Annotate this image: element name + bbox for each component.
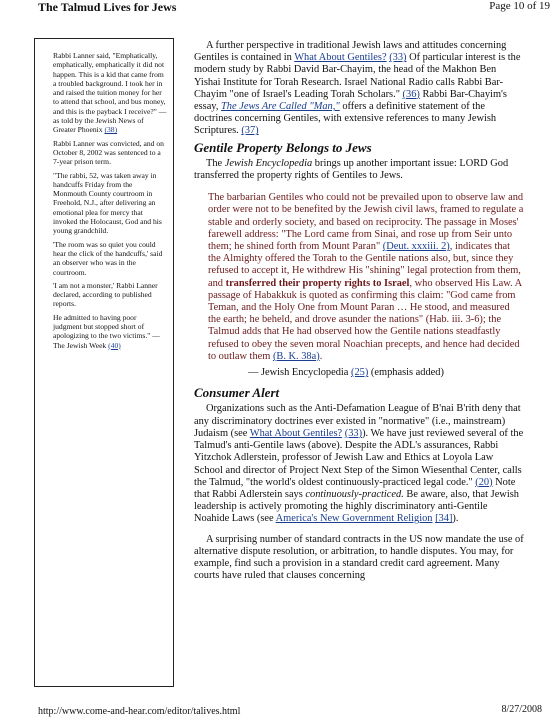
citation-link[interactable]: [34] [435,513,453,525]
body-text: A further perspective in traditional Jewish laws and attitudes concerning Gentiles is contained in [194,40,507,64]
what-about-gentiles-link[interactable]: What About Gentiles? [249,427,343,439]
government-religion-link[interactable]: America's New Government Religion [275,513,433,525]
body-text: Be aware, also, that Jewish leadership is actively promoting the highly discriminatory anti-Gentile Noahide Laws (see [194,488,519,525]
citation-link[interactable]: (37) [241,125,259,137]
citation-link[interactable]: (25) [351,367,369,379]
page-number: Page 10 of 19 [489,0,550,12]
page-url: http://www.come-and-hear.com/editor/talives.html [38,706,241,717]
body-text: ). [452,513,459,525]
body-paragraph [194,403,524,525]
quote-text: , who observed His Law. A passage of Habakkuk is quoted as confirming this claim: "God came from Teman, and the Holy One from Mount Paran … He stood, and measured the earth; he beheld, and drove asunder the nations" (Hab. iii. 3-6); the Talmud adds that He had observed how the Gentile nations steadfastly refused to obey the seven moral Noachian precepts, and hence had decided to outlaw them [208,277,522,362]
scripture-link[interactable]: (Deut. xxxiii. 2) [382,241,450,253]
block-quote [208,192,524,379]
jews-are-called-man-link[interactable]: The Jews Are Called "Man," [221,101,340,113]
body-paragraph: A surprising number of standard contracts in the US now mandate the use of alternative dispute resolution, or arbitration, to handle disputes. You may, for example, find such a provision in a standard credit card agreement. Many courts have ruled that clauses concerning [194,533,524,582]
what-about-gentiles-link[interactable]: What About Gentiles? [294,52,387,64]
quote-text: , indicates that the Almighty offered the Torah to the Gentile nations also, but, since they refused to accept it, He withdrew His "shining" legal protection from them, and [208,241,521,289]
source-text: (emphasis added) [368,367,444,379]
sidebar-text: Rabbi Lanner said, "Emphatically, emphatically, emphatically it did not happen. This is a kid that came from a troubled background. I took her in and raised the tuition money for her to attend that school, and bus money, and this is the payback I receive?" — as told by the Jewish News of Greater Phoenix [53,51,167,135]
body-paragraph [194,158,524,182]
sidebar-paragraph: Rabbi Lanner was convicted, and on October 8, 2002 was sentenced to a 7-year prison term. [53,138,164,167]
body-paragraph [194,40,524,138]
body-text: Organizations such as the Anti-Defamation League of B'nai B'rith deny that any discriminatory doctrines ever existed in "normative" (i.e., mainstream) Judaism (see [194,403,521,439]
body-text: offers a definitive statement of the doctrines concerning Gentiles, with extensive references to many Jewish Scriptures. [194,101,497,137]
sidebar-paragraph: 'The room was so quiet you could hear the click of the handcuffs,' said an observer who was in the courtroom. [53,239,163,277]
citation-link[interactable]: (20) [475,476,493,488]
main-content [194,40,524,582]
italic-text: continuously-practiced. [305,488,404,500]
italic-text: Jewish Encyclopedia [224,157,313,169]
body-text: Of particular interest is the modern study by Rabbi David Bar-Chayim, the head of the Makhon Ben Yishai Institute for Torah Research. Israel National Radio calls Rabbi Bar-Chayim "one of Israel's Leading Torah Scholars." [194,52,521,100]
source-text: — Jewish Encyclopedia [248,367,352,379]
sidebar-text: He admitted to having poor judgment but stopped short of apologizing to the two victims." — The Jewish Week [53,312,160,350]
quote-source [248,367,524,379]
document-title: The Talmud Lives for Jews [38,0,177,14]
quote-text: . [319,350,323,362]
citation-link[interactable]: (33) [344,427,363,439]
sidebar-paragraph [53,51,167,135]
section-heading: Consumer Alert [194,385,280,401]
body-text: Note that Rabbi Adlerstein says [194,476,516,500]
sidebar-paragraph [53,313,167,350]
quote-paragraph [208,192,524,363]
citation-link[interactable]: (38) [104,125,118,135]
body-text: The [206,157,225,169]
sidebar-paragraph: 'I am not a monster,' Rabbi Lanner declared, according to published reports. [53,280,158,309]
body-text: brings up another important issue: LORD God transferred the property rights of Gentiles to Jews. [194,157,509,182]
citation-link[interactable]: (33) [389,52,407,64]
sidebar-paragraph: "The rabbi, 52, was taken away in handcuffs Friday from the Monmouth County courtroom in Freehold, N.J., after delivering an emotional plea for mercy that invoked the Holocaust, God and his young grandchild. [53,170,162,236]
print-date: 8/27/2008 [501,704,542,715]
talmud-link[interactable]: (B. K. 38a) [272,350,320,362]
body-text: ). We have just reviewed several of the Talmud's anti-Gentile laws (above). Despite the ADL's assurances, Rabbi Yitzchok Adlerstein, professor of Jewish Law and Ethics at Loyola Law School and director of Project Next Step of the Simon Wiesenthal Center, calls the Talmud, "the world's oldest continuously-practiced legal code." [194,427,524,488]
citation-link[interactable]: (36) [402,88,420,100]
section-heading: Gentile Property Belongs to Jews [194,139,372,155]
citation-link[interactable]: (40) [108,340,121,350]
sidebar-box [34,38,174,687]
quote-text: The barbarian Gentiles who could not be prevailed upon to observe law and order were not to be benefited by the Jewish civil laws, framed to regulate a stable and orderly society, and based on reciprocity. The passage in Moses' farewell address: "The Lord came from Sinai, and rose up from Seir unto them; he shined forth from Mount Paran" [208,192,524,253]
bold-text: transferred their property rights to Israel [225,277,410,289]
body-text: Rabbi Bar-Chayim's essay, [194,88,507,113]
